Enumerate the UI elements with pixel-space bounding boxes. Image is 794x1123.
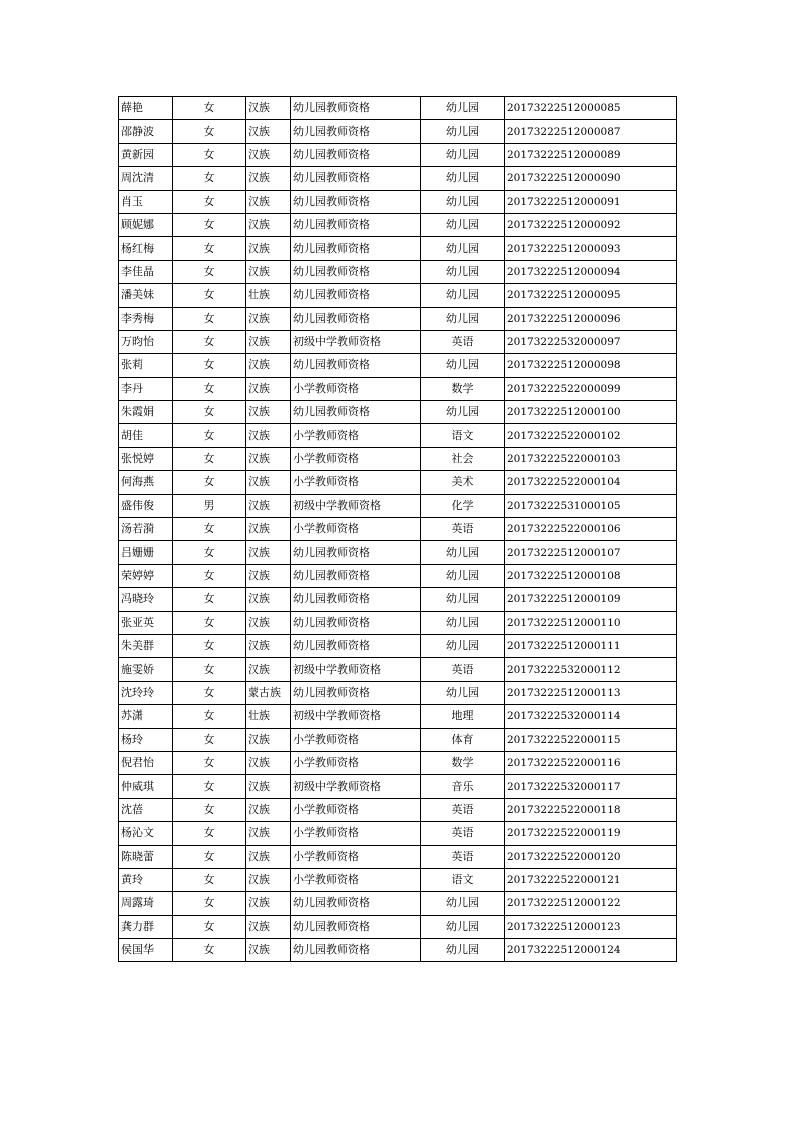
subject-cell: 幼儿园 [421,564,505,587]
ethnicity-cell: 汉族 [246,471,291,494]
table-row [119,284,677,307]
table-row [119,143,677,166]
subject-cell: 语文 [421,868,505,891]
gender-cell: 女 [173,284,246,307]
certificate-number-cell: 20173222532000112 [505,658,677,681]
table-row [119,681,677,704]
certificate-number-cell: 20173222532000114 [505,705,677,728]
gender-cell: 女 [173,471,246,494]
certificate-type-cell: 小学教师资格 [291,751,421,774]
table-row [119,354,677,377]
certificate-number-cell: 20173222512000109 [505,588,677,611]
table-row [119,377,677,400]
name-cell: 龚力群 [119,915,173,938]
gender-cell: 女 [173,354,246,377]
table-row [119,213,677,236]
gender-cell: 女 [173,915,246,938]
subject-cell: 幼儿园 [421,915,505,938]
gender-cell: 女 [173,588,246,611]
ethnicity-cell: 汉族 [246,868,291,891]
certificate-type-cell: 初级中学教师资格 [291,494,421,517]
gender-cell: 女 [173,751,246,774]
certificate-type-cell: 小学教师资格 [291,868,421,891]
certificate-number-cell: 20173222512000122 [505,892,677,915]
certificate-type-cell: 小学教师资格 [291,377,421,400]
certificate-type-cell: 小学教师资格 [291,728,421,751]
ethnicity-cell: 汉族 [246,892,291,915]
ethnicity-cell: 汉族 [246,588,291,611]
ethnicity-cell: 汉族 [246,447,291,470]
name-cell: 朱霞娟 [119,401,173,424]
certificate-type-cell: 初级中学教师资格 [291,775,421,798]
ethnicity-cell: 壮族 [246,284,291,307]
name-cell: 杨玲 [119,728,173,751]
gender-cell: 女 [173,822,246,845]
certificate-number-cell: 20173222512000100 [505,401,677,424]
subject-cell: 数学 [421,751,505,774]
ethnicity-cell: 汉族 [246,424,291,447]
table-row [119,190,677,213]
name-cell: 薛艳 [119,97,173,120]
subject-cell: 数学 [421,377,505,400]
gender-cell: 女 [173,190,246,213]
certificate-number-cell: 20173222512000110 [505,611,677,634]
certificate-number-cell: 20173222512000089 [505,143,677,166]
certificate-type-cell: 小学教师资格 [291,798,421,821]
records-table [118,96,677,962]
certificate-number-cell: 20173222522000120 [505,845,677,868]
table-row [119,97,677,120]
certificate-type-cell: 小学教师资格 [291,518,421,541]
certificate-type-cell: 幼儿园教师资格 [291,260,421,283]
ethnicity-cell: 汉族 [246,728,291,751]
certificate-number-cell: 20173222522000118 [505,798,677,821]
ethnicity-cell: 汉族 [246,120,291,143]
name-cell: 李秀梅 [119,307,173,330]
gender-cell: 女 [173,658,246,681]
ethnicity-cell: 汉族 [246,751,291,774]
certificate-type-cell: 小学教师资格 [291,822,421,845]
subject-cell: 化学 [421,494,505,517]
subject-cell: 美术 [421,471,505,494]
table-row [119,564,677,587]
table-row [119,822,677,845]
certificate-number-cell: 20173222522000116 [505,751,677,774]
gender-cell: 女 [173,728,246,751]
gender-cell: 女 [173,564,246,587]
subject-cell: 幼儿园 [421,401,505,424]
gender-cell: 女 [173,705,246,728]
certificate-type-cell: 小学教师资格 [291,447,421,470]
certificate-number-cell: 20173222522000099 [505,377,677,400]
ethnicity-cell: 汉族 [246,634,291,657]
name-cell: 杨红梅 [119,237,173,260]
table-row [119,518,677,541]
subject-cell: 幼儿园 [421,588,505,611]
gender-cell: 女 [173,260,246,283]
table-row [119,167,677,190]
certificate-type-cell: 幼儿园教师资格 [291,97,421,120]
certificate-number-cell: 20173222512000093 [505,237,677,260]
certificate-type-cell: 幼儿园教师资格 [291,401,421,424]
subject-cell: 幼儿园 [421,143,505,166]
certificate-number-cell: 20173222522000106 [505,518,677,541]
subject-cell: 幼儿园 [421,190,505,213]
certificate-type-cell: 初级中学教师资格 [291,658,421,681]
table-row [119,588,677,611]
table-row [119,330,677,353]
certificate-type-cell: 小学教师资格 [291,424,421,447]
subject-cell: 幼儿园 [421,681,505,704]
certificate-number-cell: 20173222532000117 [505,775,677,798]
subject-cell: 幼儿园 [421,611,505,634]
name-cell: 冯晓玲 [119,588,173,611]
ethnicity-cell: 汉族 [246,658,291,681]
subject-cell: 地理 [421,705,505,728]
ethnicity-cell: 汉族 [246,564,291,587]
table-row [119,775,677,798]
certificate-type-cell: 幼儿园教师资格 [291,634,421,657]
ethnicity-cell: 汉族 [246,494,291,517]
name-cell: 李丹 [119,377,173,400]
gender-cell: 女 [173,518,246,541]
certificate-type-cell: 小学教师资格 [291,471,421,494]
ethnicity-cell: 汉族 [246,518,291,541]
subject-cell: 语文 [421,424,505,447]
ethnicity-cell: 汉族 [246,939,291,962]
gender-cell: 女 [173,167,246,190]
certificate-type-cell: 幼儿园教师资格 [291,915,421,938]
certificate-number-cell: 20173222512000107 [505,541,677,564]
certificate-type-cell: 幼儿园教师资格 [291,611,421,634]
name-cell: 沈玲玲 [119,681,173,704]
ethnicity-cell: 汉族 [246,237,291,260]
certificate-number-cell: 20173222512000108 [505,564,677,587]
certificate-number-cell: 20173222522000102 [505,424,677,447]
gender-cell: 女 [173,401,246,424]
table-row [119,705,677,728]
certificate-number-cell: 20173222512000095 [505,284,677,307]
gender-cell: 女 [173,868,246,891]
gender-cell: 女 [173,120,246,143]
table-row [119,471,677,494]
certificate-type-cell: 幼儿园教师资格 [291,541,421,564]
table-row [119,401,677,424]
certificate-type-cell: 幼儿园教师资格 [291,354,421,377]
name-cell: 张悦婷 [119,447,173,470]
certificate-type-cell: 幼儿园教师资格 [291,681,421,704]
subject-cell: 社会 [421,447,505,470]
table-row [119,939,677,962]
certificate-number-cell: 20173222512000113 [505,681,677,704]
ethnicity-cell: 汉族 [246,798,291,821]
ethnicity-cell: 汉族 [246,354,291,377]
gender-cell: 女 [173,424,246,447]
certificate-number-cell: 20173222522000121 [505,868,677,891]
name-cell: 胡佳 [119,424,173,447]
subject-cell: 幼儿园 [421,213,505,236]
certificate-number-cell: 20173222512000094 [505,260,677,283]
name-cell: 张亚英 [119,611,173,634]
certificate-number-cell: 20173222512000085 [505,97,677,120]
table-row [119,728,677,751]
gender-cell: 女 [173,307,246,330]
certificate-type-cell: 幼儿园教师资格 [291,190,421,213]
certificate-number-cell: 20173222522000115 [505,728,677,751]
name-cell: 何海燕 [119,471,173,494]
gender-cell: 女 [173,97,246,120]
ethnicity-cell: 蒙古族 [246,681,291,704]
ethnicity-cell: 汉族 [246,915,291,938]
name-cell: 黄玲 [119,868,173,891]
certificate-type-cell: 幼儿园教师资格 [291,892,421,915]
certificate-type-cell: 幼儿园教师资格 [291,143,421,166]
certificate-number-cell: 20173222522000104 [505,471,677,494]
table-row [119,447,677,470]
gender-cell: 女 [173,845,246,868]
gender-cell: 女 [173,634,246,657]
table-row [119,845,677,868]
certificate-type-cell: 幼儿园教师资格 [291,307,421,330]
ethnicity-cell: 汉族 [246,97,291,120]
ethnicity-cell: 汉族 [246,143,291,166]
ethnicity-cell: 汉族 [246,167,291,190]
table-row [119,307,677,330]
subject-cell: 幼儿园 [421,237,505,260]
subject-cell: 英语 [421,658,505,681]
name-cell: 顾妮娜 [119,213,173,236]
certificate-number-cell: 20173222512000098 [505,354,677,377]
subject-cell: 英语 [421,822,505,845]
gender-cell: 女 [173,213,246,236]
name-cell: 倪君怡 [119,751,173,774]
subject-cell: 英语 [421,518,505,541]
ethnicity-cell: 汉族 [246,307,291,330]
certificate-number-cell: 20173222522000119 [505,822,677,845]
certificate-type-cell: 幼儿园教师资格 [291,284,421,307]
ethnicity-cell: 汉族 [246,845,291,868]
certificate-type-cell: 幼儿园教师资格 [291,939,421,962]
certificate-type-cell: 初级中学教师资格 [291,705,421,728]
table-row [119,120,677,143]
certificate-type-cell: 幼儿园教师资格 [291,213,421,236]
name-cell: 侯国华 [119,939,173,962]
subject-cell: 幼儿园 [421,892,505,915]
name-cell: 周沈清 [119,167,173,190]
subject-cell: 幼儿园 [421,97,505,120]
certificate-number-cell: 20173222512000096 [505,307,677,330]
gender-cell: 女 [173,798,246,821]
subject-cell: 幼儿园 [421,284,505,307]
name-cell: 邵静波 [119,120,173,143]
certificate-number-cell: 20173222512000123 [505,915,677,938]
gender-cell: 女 [173,447,246,470]
ethnicity-cell: 汉族 [246,775,291,798]
certificate-type-cell: 幼儿园教师资格 [291,237,421,260]
certificate-number-cell: 20173222522000103 [505,447,677,470]
name-cell: 潘美妹 [119,284,173,307]
table-row [119,751,677,774]
table-row [119,541,677,564]
table-row [119,634,677,657]
certificate-number-cell: 20173222512000092 [505,213,677,236]
subject-cell: 幼儿园 [421,634,505,657]
certificate-type-cell: 幼儿园教师资格 [291,564,421,587]
gender-cell: 女 [173,541,246,564]
subject-cell: 幼儿园 [421,354,505,377]
subject-cell: 幼儿园 [421,307,505,330]
name-cell: 荣婷婷 [119,564,173,587]
ethnicity-cell: 汉族 [246,330,291,353]
certificate-number-cell: 20173222512000091 [505,190,677,213]
certificate-number-cell: 20173222512000124 [505,939,677,962]
table-row [119,892,677,915]
certificate-type-cell: 幼儿园教师资格 [291,167,421,190]
name-cell: 盛伟俊 [119,494,173,517]
subject-cell: 幼儿园 [421,167,505,190]
certificate-number-cell: 20173222512000111 [505,634,677,657]
gender-cell: 女 [173,681,246,704]
table-row [119,237,677,260]
name-cell: 杨沁文 [119,822,173,845]
certificate-number-cell: 20173222512000090 [505,167,677,190]
ethnicity-cell: 汉族 [246,190,291,213]
gender-cell: 男 [173,494,246,517]
name-cell: 万昀怡 [119,330,173,353]
subject-cell: 英语 [421,330,505,353]
table-row [119,611,677,634]
ethnicity-cell: 汉族 [246,260,291,283]
gender-cell: 女 [173,143,246,166]
ethnicity-cell: 壮族 [246,705,291,728]
name-cell: 沈蓓 [119,798,173,821]
gender-cell: 女 [173,377,246,400]
subject-cell: 音乐 [421,775,505,798]
certificate-number-cell: 20173222532000097 [505,330,677,353]
ethnicity-cell: 汉族 [246,377,291,400]
subject-cell: 体育 [421,728,505,751]
certificate-number-cell: 20173222531000105 [505,494,677,517]
ethnicity-cell: 汉族 [246,541,291,564]
name-cell: 施雯娇 [119,658,173,681]
name-cell: 朱美群 [119,634,173,657]
gender-cell: 女 [173,237,246,260]
name-cell: 李佳晶 [119,260,173,283]
table-row [119,798,677,821]
subject-cell: 幼儿园 [421,120,505,143]
ethnicity-cell: 汉族 [246,611,291,634]
table-row [119,494,677,517]
name-cell: 苏潇 [119,705,173,728]
name-cell: 仲威琪 [119,775,173,798]
gender-cell: 女 [173,330,246,353]
name-cell: 肖玉 [119,190,173,213]
subject-cell: 幼儿园 [421,260,505,283]
records-table-body [119,97,677,962]
name-cell: 吕姗姗 [119,541,173,564]
certificate-type-cell: 小学教师资格 [291,845,421,868]
name-cell: 陈晓蕾 [119,845,173,868]
subject-cell: 幼儿园 [421,939,505,962]
gender-cell: 女 [173,939,246,962]
table-row [119,868,677,891]
name-cell: 周露琦 [119,892,173,915]
table-row [119,260,677,283]
name-cell: 张莉 [119,354,173,377]
ethnicity-cell: 汉族 [246,213,291,236]
name-cell: 黄新园 [119,143,173,166]
subject-cell: 幼儿园 [421,541,505,564]
gender-cell: 女 [173,611,246,634]
subject-cell: 英语 [421,798,505,821]
subject-cell: 英语 [421,845,505,868]
gender-cell: 女 [173,892,246,915]
ethnicity-cell: 汉族 [246,822,291,845]
gender-cell: 女 [173,775,246,798]
table-row [119,424,677,447]
name-cell: 汤若漪 [119,518,173,541]
table-row [119,658,677,681]
certificate-number-cell: 20173222512000087 [505,120,677,143]
table-row [119,915,677,938]
certificate-type-cell: 幼儿园教师资格 [291,588,421,611]
ethnicity-cell: 汉族 [246,401,291,424]
certificate-type-cell: 初级中学教师资格 [291,330,421,353]
certificate-type-cell: 幼儿园教师资格 [291,120,421,143]
